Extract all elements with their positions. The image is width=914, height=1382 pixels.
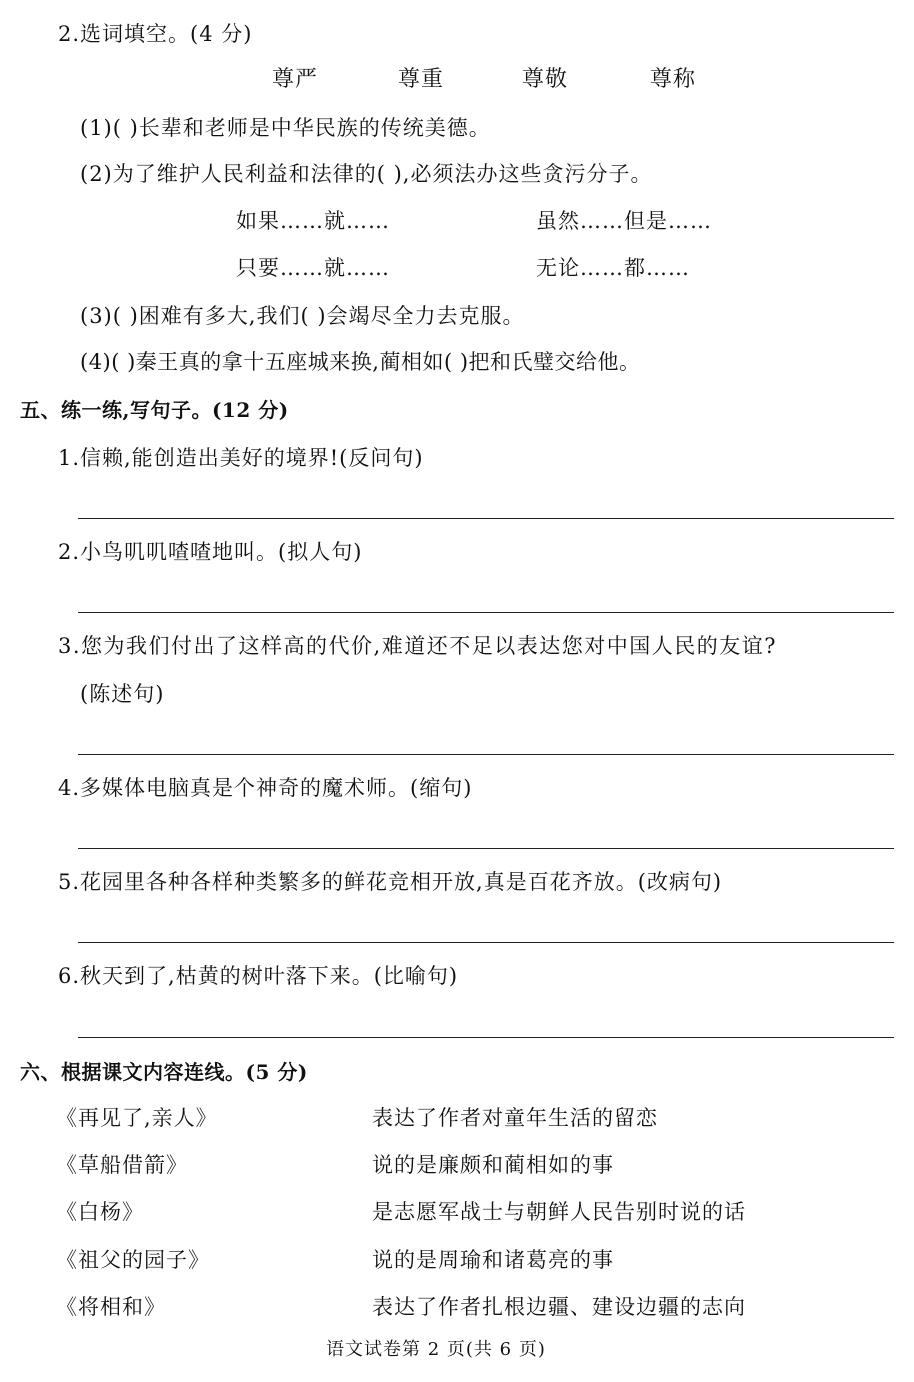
conjunction-pair: 只要……就……: [236, 256, 390, 280]
section-5-title: 五、练一练,写句子。(12 分): [20, 398, 289, 422]
lesson-description[interactable]: 说的是廉颇和蔺相如的事: [372, 1153, 614, 1177]
word-option: 尊敬: [522, 67, 569, 92]
word-option: 尊严: [272, 67, 319, 92]
sentence-question: 4.多媒体电脑真是个神奇的魔术师。(缩句): [58, 776, 473, 800]
answer-line[interactable]: [78, 612, 894, 613]
answer-line[interactable]: [78, 942, 894, 943]
answer-line[interactable]: [78, 1037, 894, 1038]
lesson-title[interactable]: 《草船借箭》: [56, 1153, 188, 1177]
lesson-title[interactable]: 《祖父的园子》: [56, 1248, 210, 1272]
sentence-question: 5.花园里各种各样种类繁多的鲜花竞相开放,真是百花齐放。(改病句): [58, 870, 723, 894]
sentence-question: 6.秋天到了,枯黄的树叶落下来。(比喻句): [58, 964, 459, 988]
section-6-title: 六、根据课文内容连线。(5 分): [20, 1060, 308, 1084]
sentence-question: 2.小鸟叽叽喳喳地叫。(拟人句): [58, 540, 363, 564]
fill-blank-item: (1)( )长辈和老师是中华民族的传统美德。: [80, 116, 491, 140]
lesson-title[interactable]: 《白杨》: [56, 1200, 144, 1224]
answer-line[interactable]: [78, 518, 894, 519]
sentence-question: 1.信赖,能创造出美好的境界!(反问句): [58, 446, 424, 470]
conjunction-pair: 无论……都……: [536, 256, 690, 280]
question-2-title: 2.选词填空。(4 分): [58, 22, 253, 46]
fill-blank-item: (2)为了维护人民利益和法律的( ),必须法办这些贪污分子。: [80, 162, 653, 186]
fill-blank-item: (4)( )秦王真的拿十五座城来换,蔺相如( )把和氏璧交给他。: [80, 350, 641, 374]
sentence-question: 3.您为我们付出了这样高的代价,难道还不足以表达您对中国人民的友谊?: [58, 634, 777, 658]
lesson-description[interactable]: 说的是周瑜和诸葛亮的事: [372, 1248, 614, 1272]
page-footer: 语文试卷第 2 页(共 6 页): [326, 1339, 546, 1360]
answer-line[interactable]: [78, 848, 894, 849]
lesson-description[interactable]: 表达了作者扎根边疆、建设边疆的志向: [372, 1295, 746, 1319]
answer-line[interactable]: [78, 754, 894, 755]
lesson-title[interactable]: 《将相和》: [56, 1295, 166, 1319]
word-option: 尊重: [398, 67, 445, 92]
lesson-description[interactable]: 是志愿军战士与朝鲜人民告别时说的话: [372, 1200, 746, 1224]
conjunction-pair: 如果……就……: [236, 209, 390, 233]
word-option: 尊称: [650, 67, 697, 92]
conjunction-pair: 虽然……但是……: [536, 209, 712, 233]
sentence-question-continued: (陈述句): [80, 682, 165, 706]
lesson-description[interactable]: 表达了作者对童年生活的留恋: [372, 1106, 658, 1130]
lesson-title[interactable]: 《再见了,亲人》: [56, 1106, 218, 1130]
fill-blank-item: (3)( )困难有多大,我们( )会竭尽全力去克服。: [80, 304, 525, 328]
